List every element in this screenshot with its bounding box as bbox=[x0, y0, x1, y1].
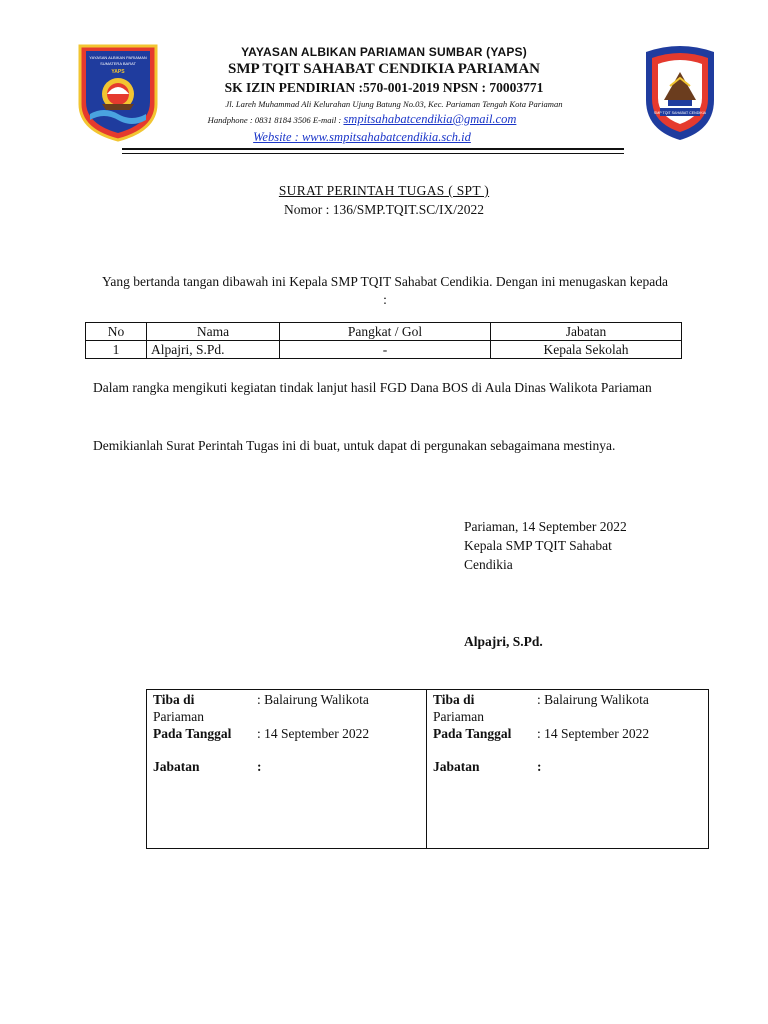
left-date-label: Pada Tanggal bbox=[153, 726, 232, 741]
right-position-value: : bbox=[537, 759, 542, 774]
website-link[interactable]: Website : www.smpitsahabatcendikia.sch.id bbox=[253, 130, 471, 144]
header-position: Jabatan bbox=[491, 323, 682, 341]
left-arrive-value: : Balairung Walikota bbox=[257, 692, 369, 707]
left-position-value: : bbox=[257, 759, 262, 774]
cell-rank: - bbox=[280, 341, 491, 359]
right-arrive-value: : Balairung Walikota bbox=[537, 692, 649, 707]
left-arrive-label: Tiba di bbox=[153, 692, 195, 707]
intro-paragraph: Yang bertanda tangan dibawah ini Kepala SMP TQIT Sahabat Cendikia. Dengan ini menugaskan kepada : bbox=[102, 274, 668, 307]
signatory-name: Alpajri, S.Pd. bbox=[464, 634, 543, 649]
document-number: Nomor : 136/SMP.TQIT.SC/IX/2022 bbox=[283, 202, 484, 217]
arrival-box-divider bbox=[426, 689, 427, 849]
signature-position-line1: Kepala SMP TQIT Sahabat bbox=[464, 538, 612, 553]
arrival-verification-box bbox=[146, 689, 709, 849]
cell-position: Kepala Sekolah bbox=[491, 341, 682, 359]
signature-block bbox=[464, 517, 684, 574]
logo-right-text: SMP TQIT SAHABAT CENDIKIA bbox=[653, 111, 707, 115]
signature-place-date: Pariaman, 14 September 2022 bbox=[464, 519, 627, 534]
school-name: SMP TQIT SAHABAT CENDIKIA PARIAMAN bbox=[228, 61, 540, 77]
foundation-name: YAYASAN ALBIKAN PARIAMAN SUMBAR (YAPS) bbox=[241, 45, 527, 59]
header-rank: Pangkat / Gol bbox=[280, 323, 491, 341]
header-no: No bbox=[86, 323, 147, 341]
right-date-label: Pada Tanggal bbox=[433, 726, 512, 741]
letterhead-divider-thick bbox=[122, 148, 624, 150]
signature-position-line2: Cendikia bbox=[464, 557, 513, 572]
right-arrive-value-cont: Pariaman bbox=[433, 709, 484, 724]
document-title: SURAT PERINTAH TUGAS ( SPT ) bbox=[278, 183, 490, 198]
assignment-table bbox=[85, 322, 682, 359]
purpose-paragraph: Dalam rangka mengikuti kegiatan tindak lanjut hasil FGD Dana BOS di Aula Dinas Walikota Pariaman bbox=[93, 380, 652, 395]
cell-no: 1 bbox=[86, 341, 147, 359]
phone-text: Handphone : 0831 8184 3506 E-mail : bbox=[207, 115, 344, 125]
logo-left-line2: SUMATERA BARAT bbox=[100, 61, 136, 66]
cell-name: Alpajri, S.Pd. bbox=[147, 341, 280, 359]
left-arrive-value-cont: Pariaman bbox=[153, 709, 204, 724]
left-date-value: : 14 September 2022 bbox=[257, 726, 370, 741]
email-link[interactable]: smpitsahabatcendikia@gmail.com bbox=[343, 112, 517, 126]
right-arrive-label: Tiba di bbox=[433, 692, 475, 707]
logo-left-line3: YAPS bbox=[111, 69, 125, 75]
right-position-label: Jabatan bbox=[433, 759, 480, 774]
permit-number: SK IZIN PENDIRIAN :570-001-2019 NPSN : 70003771 bbox=[224, 80, 544, 95]
closing-paragraph: Demikianlah Surat Perintah Tugas ini di buat, untuk dapat di pergunakan sebagaimana mestinya. bbox=[93, 438, 616, 453]
logo-left-line1: YAYASAN ALBIKAN PARIAMAN bbox=[89, 55, 147, 60]
left-position-label: Jabatan bbox=[153, 759, 200, 774]
table-row bbox=[86, 341, 682, 359]
right-date-value: : 14 September 2022 bbox=[537, 726, 650, 741]
school-address: Jl. Lareh Muhammad Ali Kelurahan Ujung Batung No.03, Kec. Pariaman Tengah Kota Pariaman bbox=[225, 99, 563, 109]
header-name: Nama bbox=[147, 323, 280, 341]
contact-line bbox=[0, 112, 746, 127]
letterhead-divider-thin bbox=[122, 153, 624, 154]
table-header-row bbox=[86, 323, 682, 341]
